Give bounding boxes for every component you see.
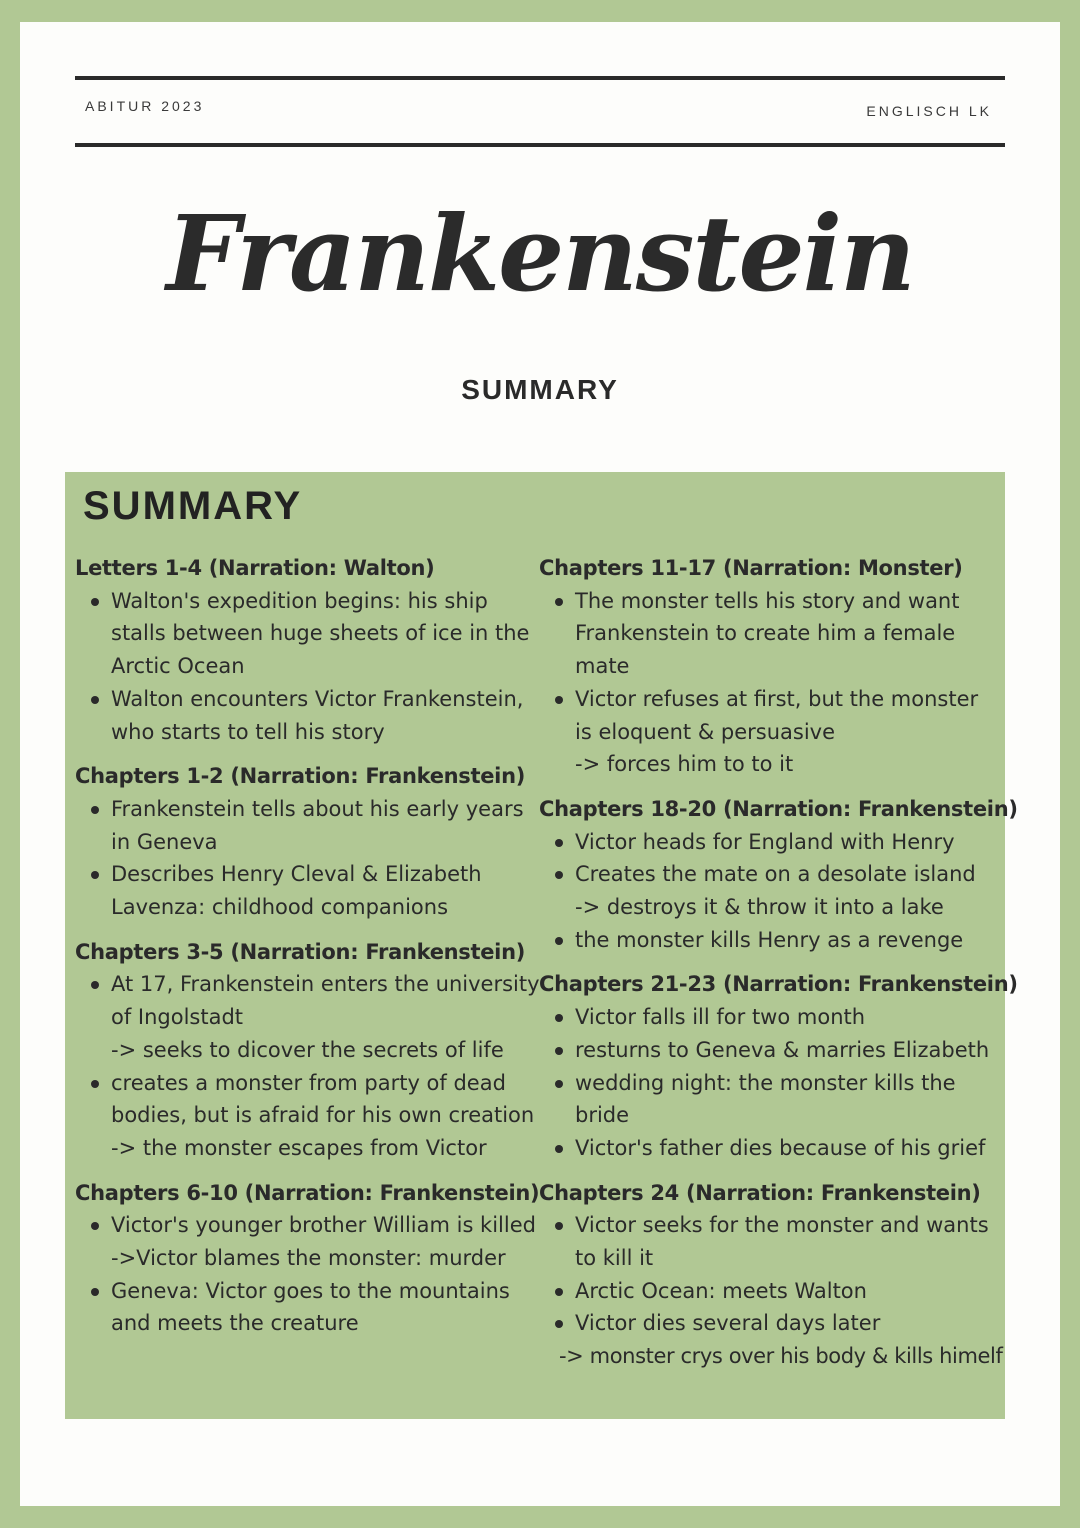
section-heading: Chapters 1-2 (Narration: Frankenstein): [75, 764, 526, 789]
bullet-list: [75, 1209, 541, 1242]
document-title: Frankenstein: [166, 192, 914, 315]
bullet-item: Walton encounters Victor Frankenstein, who starts to tell his story: [111, 683, 541, 748]
bullet-list: [75, 1067, 541, 1132]
summary-panel-heading: SUMMARY: [83, 484, 303, 528]
bullet-item: Victor's younger brother William is killed: [111, 1209, 541, 1242]
bullet-list: [539, 1001, 1001, 1165]
bullet-item: resturns to Geneva & marries Elizabeth: [575, 1034, 1001, 1067]
bullet-item: Arctic Ocean: meets Walton: [575, 1275, 1001, 1308]
section-heading: Chapters 3-5 (Narration: Frankenstein): [75, 939, 526, 964]
bullet-item: wedding night: the monster kills the bride: [575, 1067, 1001, 1132]
section-chapters-6-10: [75, 1177, 541, 1341]
arrow-note: -> forces him to to it: [575, 752, 794, 777]
section-heading: Chapters 24 (Narration: Frankenstein): [539, 1180, 981, 1205]
header-top-rule: [75, 76, 1005, 80]
bullet-item: Describes Henry Cleval & Elizabeth Lavenza: childhood companions: [111, 858, 541, 923]
arrow-note: -> the monster escapes from Victor: [111, 1135, 487, 1160]
bullet-item: Victor dies several days later: [575, 1307, 1001, 1340]
section-heading: Letters 1-4 (Narration: Walton): [75, 556, 435, 580]
bullet-item: Victor falls ill for two month: [575, 1001, 1001, 1034]
section-chapters-11-17: [539, 552, 1001, 781]
bullet-item: Frankenstein tells about his early years in Geneva: [111, 793, 541, 858]
section-heading: Chapters 11-17 (Narration: Monster): [539, 556, 963, 580]
bullet-list: [75, 585, 541, 749]
arrow-note: ->Victor blames the monster: murder: [111, 1246, 506, 1271]
section-chapters-3-5: [75, 936, 541, 1165]
document-page: [20, 22, 1060, 1506]
summary-left-column: [75, 552, 541, 1352]
bullet-list: [539, 585, 1001, 749]
section-chapters-18-20: [539, 793, 1018, 957]
section-letters-1-4: [75, 552, 541, 748]
bullet-item: Geneva: Victor goes to the mountains and meets the creature: [111, 1275, 541, 1340]
summary-panel: [65, 472, 1018, 1419]
arrow-note: -> destroys it & throw it into a lake: [575, 895, 944, 920]
document-subtitle: SUMMARY: [461, 374, 619, 405]
bullet-item: creates a monster from party of dead bodies, but is afraid for his own creation: [111, 1067, 541, 1132]
bullet-list: [75, 1275, 541, 1340]
section-chapters-1-2: [75, 760, 541, 924]
bullet-item: Victor seeks for the monster and wants to kill it: [575, 1209, 1001, 1274]
section-heading: Chapters 6-10 (Narration: Frankenstein): [75, 1180, 540, 1205]
section-chapters-24: [539, 1177, 1001, 1373]
bullet-item: the monster kills Henry as a revenge: [575, 924, 1001, 957]
bullet-item: At 17, Frankenstein enters the university of Ingolstadt: [111, 968, 541, 1033]
section-heading: Chapters 21-23 (Narration: Frankenstein): [539, 972, 1018, 997]
arrow-note: -> seeks to dicover the secrets of life: [111, 1037, 504, 1062]
section-chapters-21-23: [539, 968, 1018, 1164]
bullet-list: [539, 1209, 1001, 1340]
bullet-item: Victor's father dies because of his grief: [575, 1132, 1001, 1165]
bullet-item: Walton's expedition begins: his ship stalls between huge sheets of ice in the Arctic Ocean: [111, 585, 541, 683]
bullet-item: Victor heads for England with Henry: [575, 826, 1001, 859]
arrow-note: -> monster crys over his body & kills himelf: [559, 1344, 1003, 1369]
section-heading: Chapters 18-20 (Narration: Frankenstein): [539, 796, 1018, 821]
bullet-item: Victor refuses at first, but the monster is eloquent & persuasive: [575, 683, 1001, 748]
bullet-list: [539, 924, 1001, 957]
bullet-list: [75, 793, 541, 924]
header-left-label: ABITUR 2023: [85, 98, 205, 114]
header-right-label: ENGLISCH LK: [866, 103, 992, 119]
header-bottom-rule: [75, 143, 1005, 147]
bullet-list: [75, 968, 541, 1033]
summary-right-column: [539, 552, 1018, 1385]
bullet-item: The monster tells his story and want Frankenstein to create him a female mate: [575, 585, 1001, 683]
bullet-list: [539, 826, 1001, 891]
bullet-item: Creates the mate on a desolate island: [575, 858, 1001, 891]
